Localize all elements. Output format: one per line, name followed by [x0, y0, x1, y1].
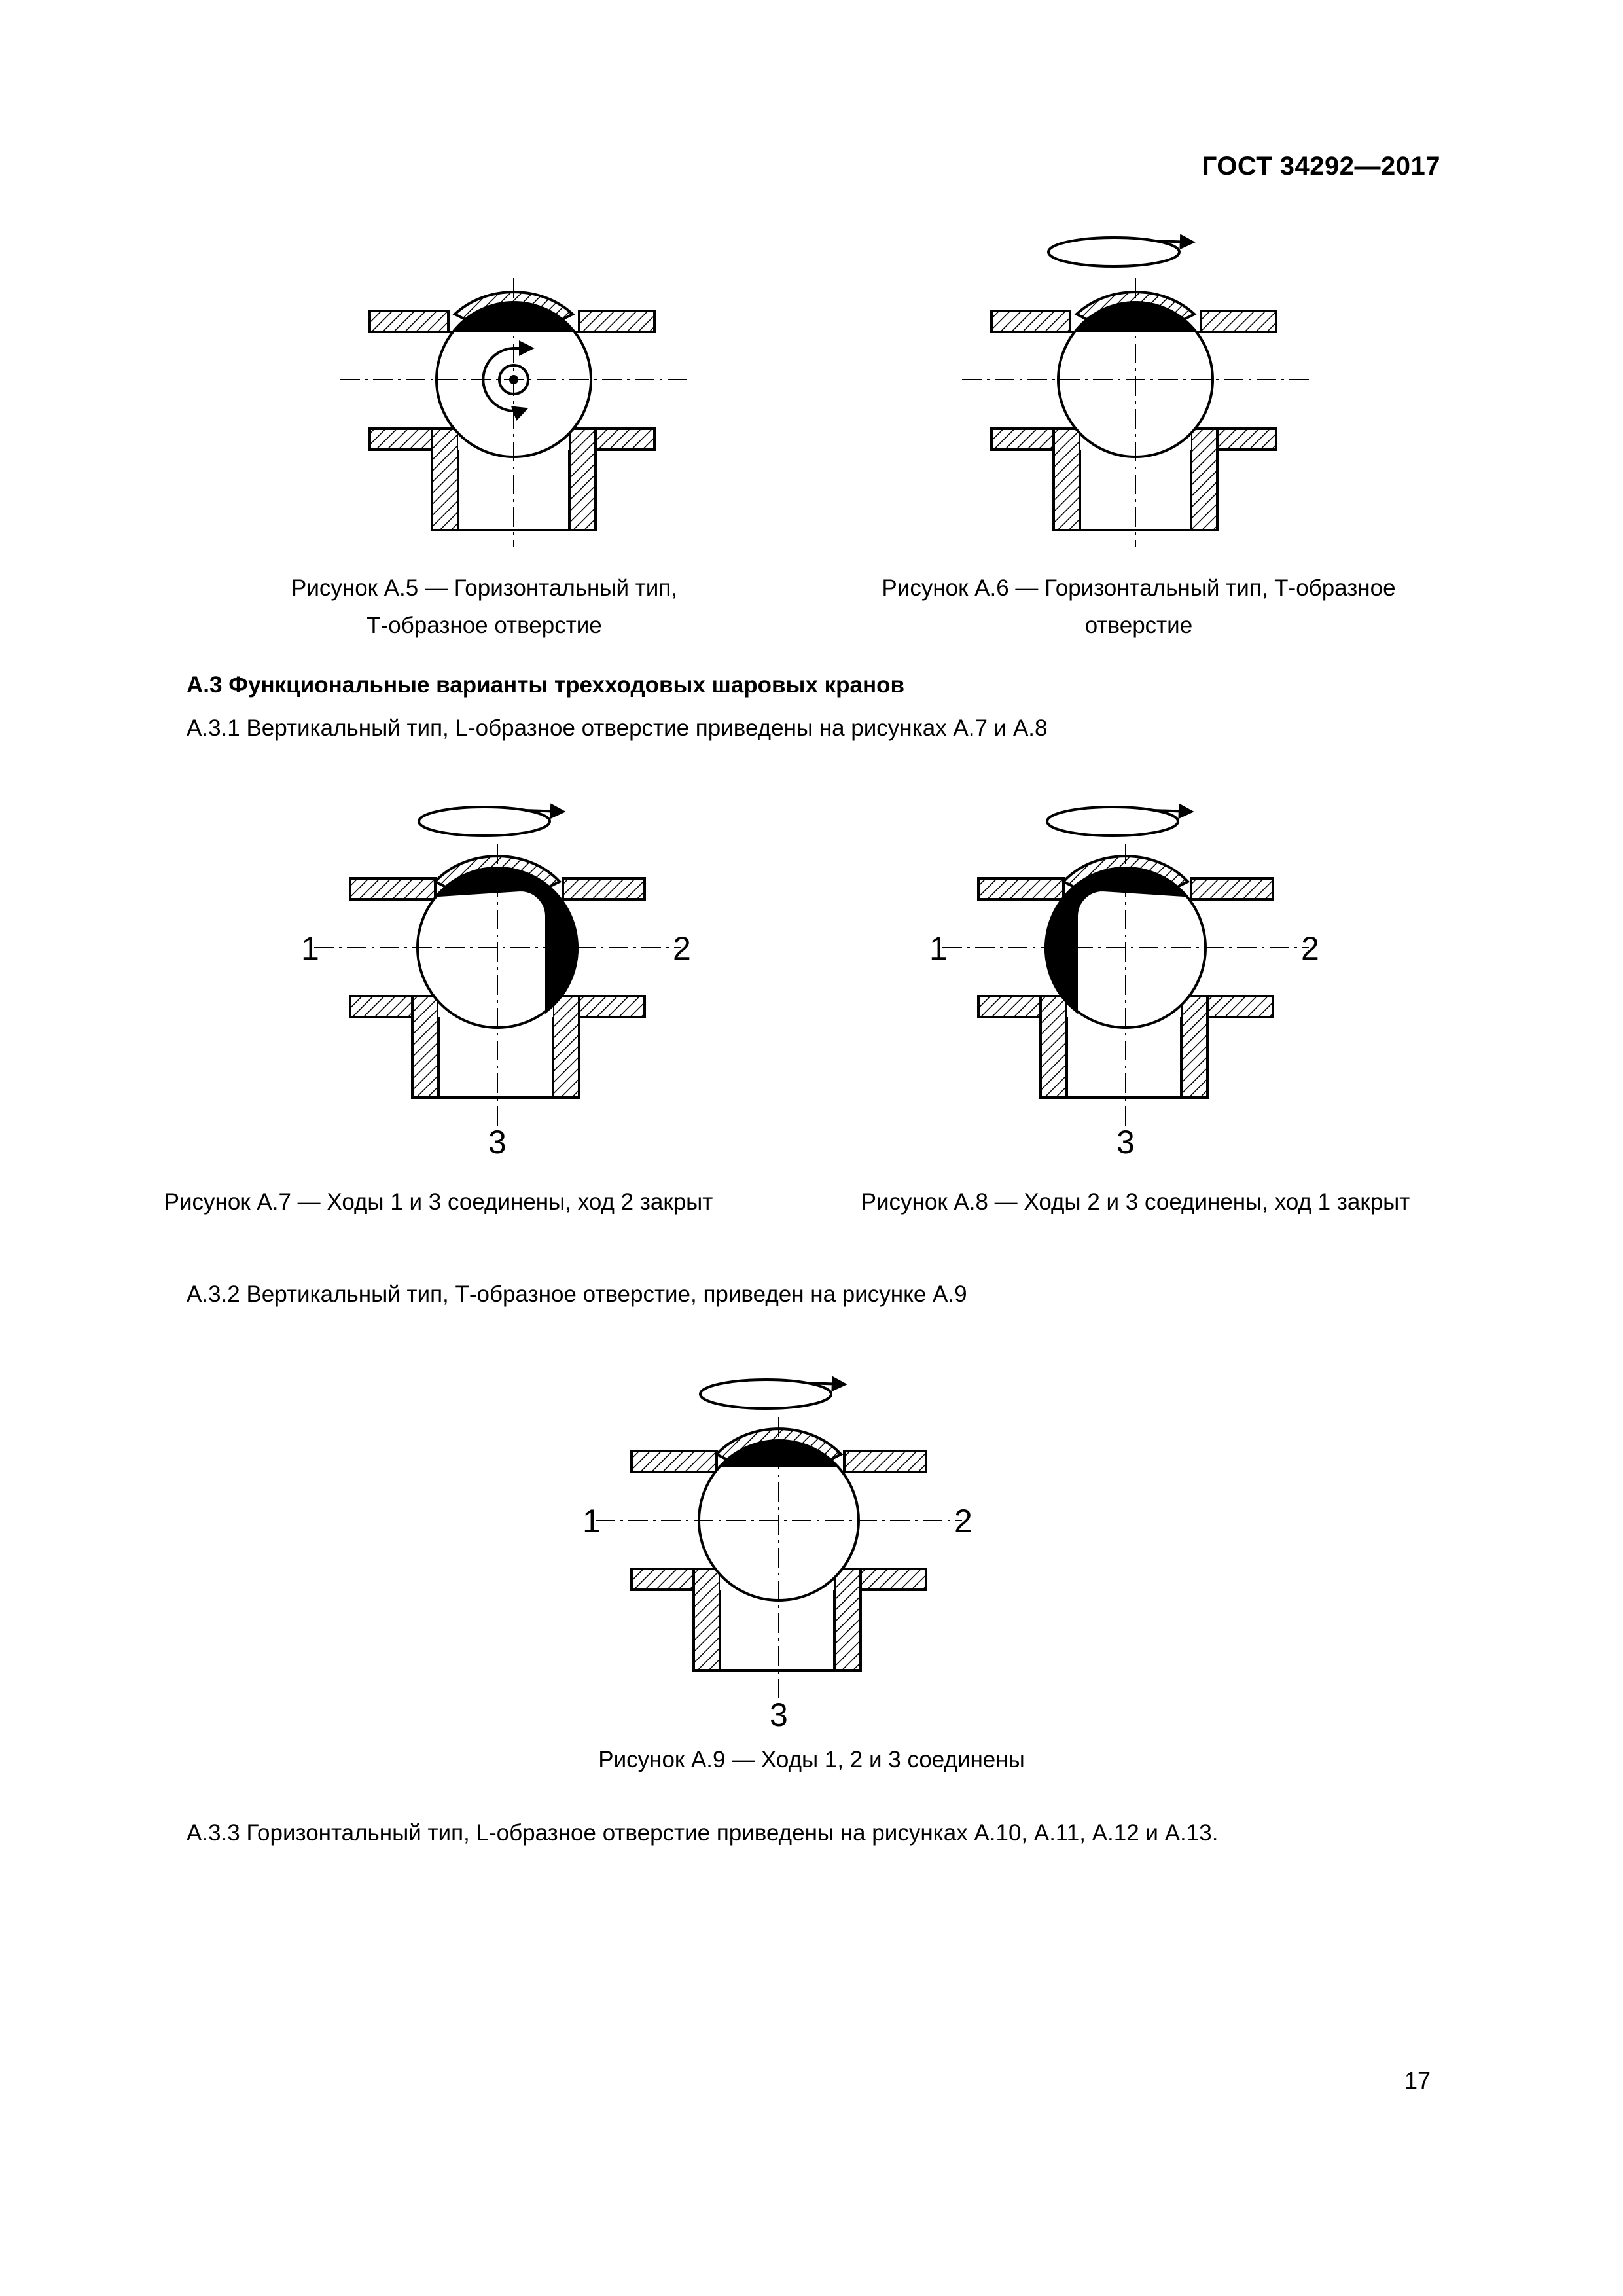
figure-a6-caption-line2: отверстие [1084, 613, 1193, 638]
port-3-label: 3 [770, 1696, 788, 1733]
document-id: ГОСТ 34292—2017 [1202, 152, 1440, 181]
port-1-label: 1 [301, 930, 319, 967]
figure-a7-drawing [288, 792, 707, 1158]
figure-a5-caption-line2: Т-образное отверстие [366, 613, 602, 638]
figure-a8-drawing [916, 792, 1335, 1158]
wall-top-right [579, 311, 654, 332]
port-2-label: 2 [673, 930, 691, 967]
figure-a8-caption: Рисунок А.8 — Ходы 2 и 3 соединены, ход 1 закрыт [861, 1189, 1410, 1215]
figure-a6-caption-line1: Рисунок А.6 — Горизонтальный тип, Т-образное [882, 575, 1396, 601]
figure-a9-drawing [569, 1365, 988, 1731]
figure-a6-drawing [942, 223, 1335, 550]
wall-top-left [370, 311, 448, 332]
paragraph-a32: А.3.2 Вертикальный тип, Т-образное отверстие, приведен на рисунке А.9 [187, 1282, 967, 1307]
figure-a6-caption [844, 569, 1433, 644]
paragraph-a33: А.3.3 Горизонтальный тип, L-образное отверстие приведены на рисунках А.10, А.11, А.12 и А.13. [187, 1820, 1219, 1846]
port-1-label: 1 [929, 930, 948, 967]
wall-stem-right [569, 429, 596, 530]
figure-a5-caption-line1: Рисунок А.5 — Горизонтальный тип, [291, 575, 678, 601]
figure-a7-caption: Рисунок А.7 — Ходы 1 и 3 соединены, ход 2 закрыт [164, 1189, 713, 1215]
wall-stem-left [432, 429, 458, 530]
port-3-label: 3 [1116, 1124, 1135, 1160]
port-1-label: 1 [582, 1503, 601, 1539]
figure-a5-drawing [321, 249, 713, 550]
paragraph-a31: А.3.1 Вертикальный тип, L-образное отверстие приведены на рисунках А.7 и А.8 [187, 715, 1048, 741]
section-a3-heading: А.3 Функциональные варианты трехходовых шаровых кранов [187, 672, 905, 698]
port-3-label: 3 [488, 1124, 507, 1160]
figure-a5-caption [216, 569, 753, 644]
port-2-label: 2 [1301, 930, 1319, 967]
page-number: 17 [1404, 2067, 1431, 2094]
port-2-label: 2 [954, 1503, 972, 1539]
figure-a9-caption: Рисунок А.9 — Ходы 1, 2 и 3 соединены [598, 1747, 1025, 1772]
